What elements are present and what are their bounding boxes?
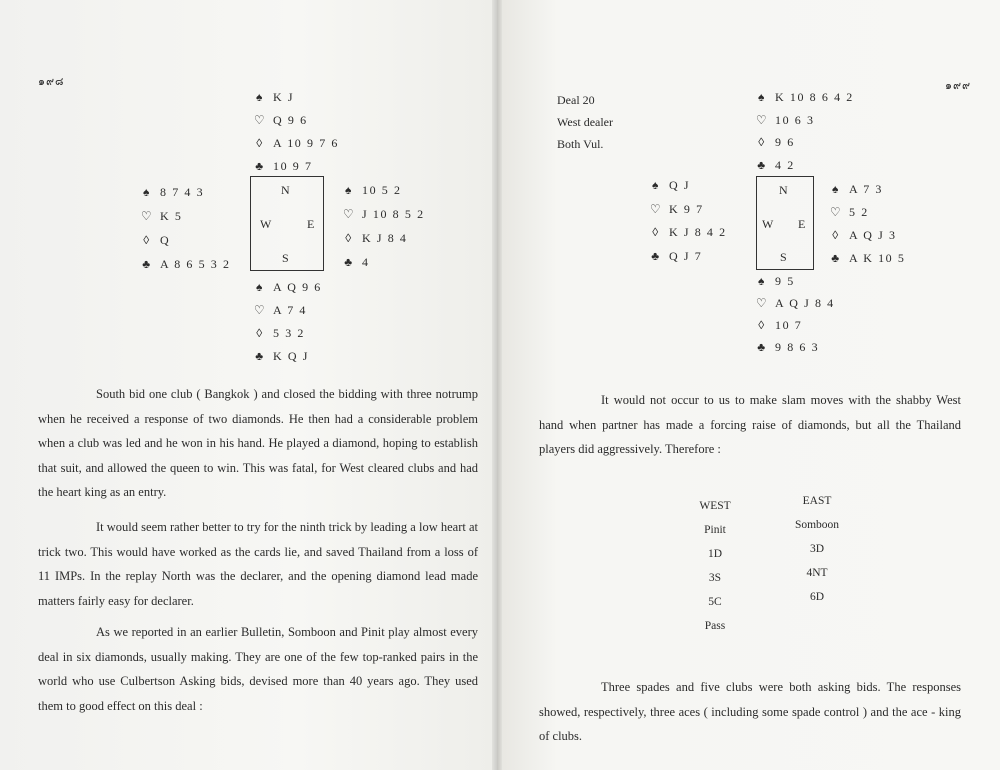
east-diamond-row [342,231,425,255]
north-spade-cards: K J [273,90,295,104]
bid-east-2: 4NT [806,567,828,579]
club-icon: ♣ [757,340,767,354]
east-spade-cards: A 7 3 [849,182,884,196]
west-club-row [649,249,727,273]
heart-icon: ♡ [649,201,663,216]
north-club-cards: 4 2 [775,157,795,172]
club-icon: ♣ [831,251,841,265]
west-club-cards: A 8 6 5 3 2 [160,257,231,271]
north-heart-cards: 10 6 3 [775,112,815,127]
compass-north: N [779,183,788,197]
commentary-paragraph-1: It would not occur to us to make slam moves with the shabby West hand when partner has made a forcing raise of diamonds, but all the Thailand players did aggressively. Therefore : [539,393,961,456]
west-diamond-cards: Q [160,233,171,247]
south-heart-cards: A 7 4 [273,303,308,317]
heart-icon: ♡ [253,303,267,317]
bid-west-4: Pass [704,620,726,632]
spade-icon: ♠ [143,185,151,199]
compass-east: E [307,217,315,231]
heart-icon: ♡ [755,296,769,310]
south-club-cards: K Q J [273,349,310,363]
east-heart-cards: 5 2 [849,205,869,219]
north-hand [755,90,854,180]
bidding-header-west: WEST [699,500,731,512]
heart-icon: ♡ [253,113,267,127]
bidding-header-east: EAST [802,495,832,507]
east-club-cards: 4 [362,255,370,269]
south-spade-cards: 9 5 [775,274,795,288]
east-club-cards: A K 10 5 [849,251,906,265]
vulnerability: Both Vul. [557,137,604,151]
east-spade-row [342,183,425,207]
east-spade-row [829,182,905,205]
club-icon: ♣ [255,159,265,173]
bid-west-0: Pinit [704,524,726,536]
east-heart-cards: J 10 8 5 2 [362,207,425,221]
south-diamond-row [755,318,835,340]
bid-west-3: 5C [708,596,722,608]
compass-west: W [260,217,272,231]
club-icon: ♣ [651,248,661,263]
compass-north: N [281,183,290,197]
west-heart-cards: K 9 7 [669,201,704,216]
south-diamond-row [253,326,322,349]
east-club-row [829,251,905,274]
spade-icon: ♠ [832,182,840,196]
club-icon: ♣ [142,257,152,271]
east-club-row [342,255,425,279]
club-icon: ♣ [344,255,354,269]
north-diamond-cards: A 10 9 7 6 [273,136,340,150]
west-diamond-row [140,233,231,257]
spade-icon: ♠ [758,90,766,104]
north-diamond-cards: 9 6 [775,135,795,149]
north-hand [253,90,339,182]
west-heart-cards: K 5 [160,209,183,223]
compass-south: S [282,251,289,265]
book-gutter [492,0,502,770]
north-spade-row [755,90,854,113]
east-diamond-cards: K J 8 4 [362,231,408,245]
north-club-cards: 10 9 7 [273,159,313,173]
west-heart-row [649,202,727,226]
west-spade-row [649,178,727,202]
south-spade-row [253,280,322,303]
east-heart-row [829,205,905,228]
compass-west: W [762,217,774,231]
compass-box [756,176,814,270]
west-heart-row [140,209,231,233]
spade-icon: ♠ [256,280,264,294]
west-spade-cards: Q J [669,178,691,192]
north-heart-row [755,113,854,136]
south-hand [755,274,835,362]
page-number: ๑๙๙ [945,80,972,92]
west-club-row [140,257,231,281]
compass-box [250,176,324,271]
south-spade-cards: A Q 9 6 [273,280,322,294]
heart-icon: ♡ [755,112,769,127]
west-diamond-cards: K J 8 4 2 [669,225,727,239]
south-spade-row [755,274,835,296]
west-diamond-row [649,225,727,249]
west-club-cards: Q J 7 [669,248,703,263]
diamond-icon: ◊ [256,136,264,150]
south-club-cards: 9 8 6 3 [775,340,820,354]
bidding-west-column [690,500,740,644]
south-heart-row [755,296,835,318]
east-heart-row [342,207,425,231]
commentary-paragraph-3: As we reported in an earlier Bulletin, Somboon and Pinit play almost every deal in six diamonds, usually making. They are one of the few top-ranked pairs in the world who use Culbertson Asking bids, devised more than 40 years ago. They used them to good effect on this deal : [38,625,478,713]
south-heart-row [253,303,322,326]
heart-icon: ♡ [829,205,843,219]
deal-info [557,89,613,155]
club-icon: ♣ [255,349,265,363]
bid-west-1: 1D [707,548,723,560]
east-hand [342,183,425,279]
south-hand [253,280,322,372]
diamond-icon: ◊ [143,233,151,247]
spade-icon: ♠ [256,90,264,104]
bid-east-1: 3D [809,543,825,555]
west-spade-cards: 8 7 4 3 [160,185,205,199]
bid-east-3: 6D [809,591,825,603]
west-spade-row [140,185,231,209]
east-diamond-cards: A Q J 3 [849,228,897,242]
compass-south: S [780,250,787,264]
commentary-paragraph-2: Three spades and five clubs were both asking bids. The responses showed, respectively, three aces ( including some spade control ) and the ace - king of clubs. [539,680,961,743]
east-spade-cards: 10 5 2 [362,183,402,197]
diamond-icon: ◊ [758,318,766,332]
heart-icon: ♡ [140,209,154,223]
north-diamond-row [755,135,854,158]
spade-icon: ♠ [345,183,353,197]
spade-icon: ♠ [758,274,766,288]
diamond-icon: ◊ [256,326,264,340]
dealer: West dealer [557,115,614,129]
bid-west-2: 3S [708,572,722,584]
west-hand [649,178,727,272]
commentary-paragraph-1: South bid one club ( Bangkok ) and closed the bidding with three notrump when he received a response of two diamonds. He then had a considerable problem when a club was led and he won in his hand. He played a diamond, hoping to establish that suit, and allowed the queen to win. This was fatal, for West cleared clubs and had the heart king as an entry. [38,387,478,499]
south-diamond-cards: 10 7 [775,318,803,332]
spade-icon: ♠ [652,178,660,192]
south-diamond-cards: 5 3 2 [273,326,305,340]
deal-number: Deal 20 [557,93,595,107]
right-page [497,0,1000,770]
left-page [0,0,497,770]
diamond-icon: ◊ [652,225,660,239]
compass-east: E [798,217,806,231]
diamond-icon: ◊ [758,135,766,149]
club-icon: ♣ [757,157,767,172]
commentary-paragraph-2: It would seem rather better to try for the ninth trick by leading a low heart at trick two. This would have worked as the cards lie, and saved Thailand from a loss of 11 IMPs. In the replay North was the declarer, and the opening diamond lead made matters fairly easy for declarer. [38,520,478,608]
north-heart-row [253,113,339,136]
page-number: ๑๙๘ [38,76,65,88]
south-club-row [755,340,835,362]
north-heart-cards: Q 9 6 [273,113,308,127]
heart-icon: ♡ [342,207,356,221]
south-club-row [253,349,322,372]
bid-east-0: Somboon [794,519,840,531]
east-diamond-row [829,228,905,251]
north-diamond-row [253,136,339,159]
diamond-icon: ◊ [832,228,840,242]
bidding-east-column [787,495,847,615]
north-spade-row [253,90,339,113]
west-hand [140,185,231,281]
south-heart-cards: A Q J 8 4 [775,296,835,310]
diamond-icon: ◊ [345,231,353,245]
east-hand [829,182,905,274]
north-spade-cards: K 10 8 6 4 2 [775,90,854,104]
